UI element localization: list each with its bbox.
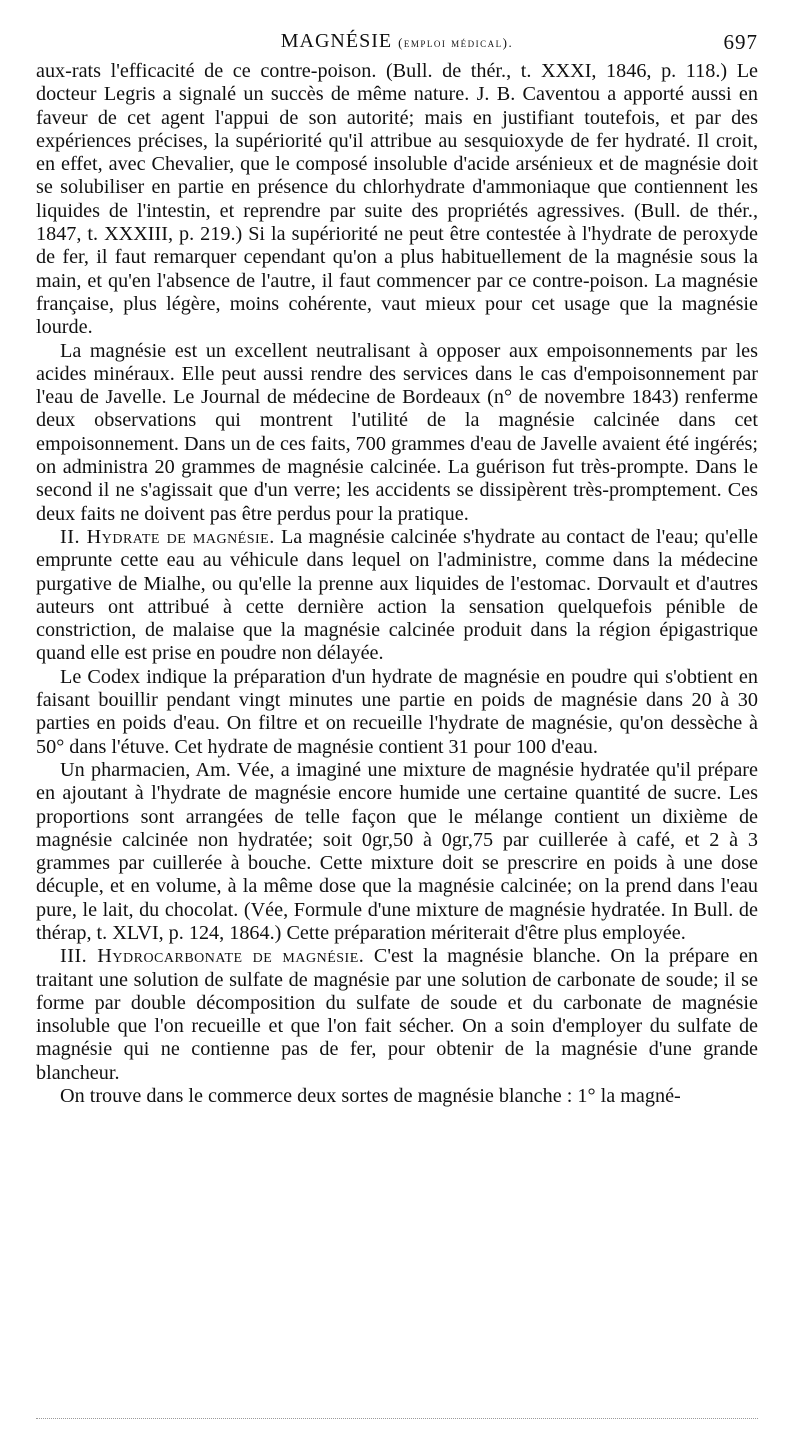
paragraph: La magnésie est un excellent neutralisant à opposer aux empoisonnements par les acides minéraux. Elle peut aussi rendre des services dans le cas d'empoisonnement par l'eau de Javelle. Le Journal de médecine de Bordeaux (n° de novembre 1843) renferme deux observations qui montrent l'utilité de la magnésie calcinée dans cet empoisonnement. Dans un de ces faits, 700 grammes d'eau de Javelle avaient été ingérés; on administra 20 grammes de magnésie calcinée. La guérison fut très-prompte. Dans le second il ne s'agissait que d'un verre; les accidents se dissipèrent très-promptement. Ces deux faits ne doivent pas être perdus pour la pratique. bbox=[36, 339, 758, 525]
page-number: 697 bbox=[723, 30, 758, 54]
paragraph: aux-rats l'efficacité de ce contre-poison. (Bull. de thér., t. XXXI, 1846, p. 118.) Le docteur Legris a signalé un succès de même nature. J. B. Caventou a apporté aussi en faveur de cet agent l'appui de son autorité; mais en justifiant toutefois, et par des expériences précises, la supériorité qu'il attribue au sesquioxyde de fer hydraté. Il croit, en effet, avec Chevalier, que le composé insoluble d'acide arsénieux et de magnésie doit se solubiliser en partie en présence du chlorhydrate d'ammoniaque que contiennent les liquides de l'intestin, et reprendre par suite des propriétés agressives. (Bull. de thér., 1847, t. XXXIII, p. 219.) Si la supériorité ne peut être contestée à l'hydrate de peroxyde de fer, il faut remarquer cependant qu'on a plus habituellement de la magnésie sous la main, et qu'en l'absence de l'autre, il faut commencer par ce contre-poison. La magnésie française, plus légère, moins cohérente, vaut mieux pour cet usage que la magnésie lourde. bbox=[36, 60, 758, 339]
page-body bbox=[36, 60, 758, 1108]
paragraph: On trouve dans le commerce deux sortes de magnésie blanche : 1° la magné- bbox=[60, 1085, 681, 1108]
bottom-rule bbox=[36, 1418, 758, 1419]
paragraph-text: La magnésie calcinée s'hydrate au contact de l'eau; qu'elle emprunte cette eau au véhicule dans lequel on l'administre, comme dans la médecine purgative de Mialhe, ou qu'elle la prenne aux liquides de l'estomac. Dorvault et d'autres auteurs ont attribué à cette dernière action la sensation quelquefois pénible de constriction, de malaise que la magnésie calcinée produit dans la région épigastrique quand elle est prise en poudre non délayée. bbox=[36, 525, 759, 665]
paragraph: Le Codex indique la préparation d'un hydrate de magnésie en poudre qui s'obtient en faisant bouillir pendant vingt minutes une partie en poids de magnésie dans 20 à 30 parties en poids d'eau. On filtre et on recueille l'hydrate de magnésie, qu'on dessèche à 50° dans l'étuve. Cet hydrate de magnésie contient 31 pour 100 d'eau. bbox=[36, 665, 758, 758]
running-header bbox=[36, 30, 758, 60]
header-subtitle: (emploi médical). bbox=[398, 35, 514, 50]
paragraph: Un pharmacien, Am. Vée, a imaginé une mixture de magnésie hydratée qu'il prépare en ajoutant à l'hydrate de magnésie encore humide une certaine quantité de sucre. Les proportions sont arrangées de telle façon que le mélange contient un dixième de magnésie calcinée non hydratée; soit 0gr,50 à 0gr,75 par cuillerée à café, et 2 à 3 grammes par cuillerée à bouche. Cette mixture doit se prescrire en poids à une dose décuple, et en volume, à la même dose que la magnésie calcinée; on la prend dans l'eau pure, le lait, du chocolat. (Vée, Formule d'une mixture de magnésie hydratée. In Bull. de thérap, t. XLVI, p. 124, 1864.) Cette préparation mériterait d'être plus employée. bbox=[36, 758, 758, 944]
header-title: MAGNÉSIE bbox=[280, 30, 393, 52]
section-paragraph bbox=[36, 526, 758, 666]
section-heading: II. Hydrate de magnésie. bbox=[60, 525, 275, 548]
section-heading: III. Hydrocarbonate de magnésie. bbox=[60, 945, 365, 968]
header-title-group bbox=[281, 30, 514, 53]
paragraph-text: C'est la magnésie blanche. On la prépare en traitant une solution de sulfate de magnésie par une solution de carbonate de soude; il se forme par double décomposition du sulfate de soude et du carbonate de magnésie insoluble que l'on recueille et que l'on fait sécher. On a soin d'employer du sulfate de magnésie qui ne contienne pas de fer, pour obtenir de la magnésie d'une grande blancheur. bbox=[36, 945, 758, 1084]
section-paragraph bbox=[36, 945, 758, 1085]
